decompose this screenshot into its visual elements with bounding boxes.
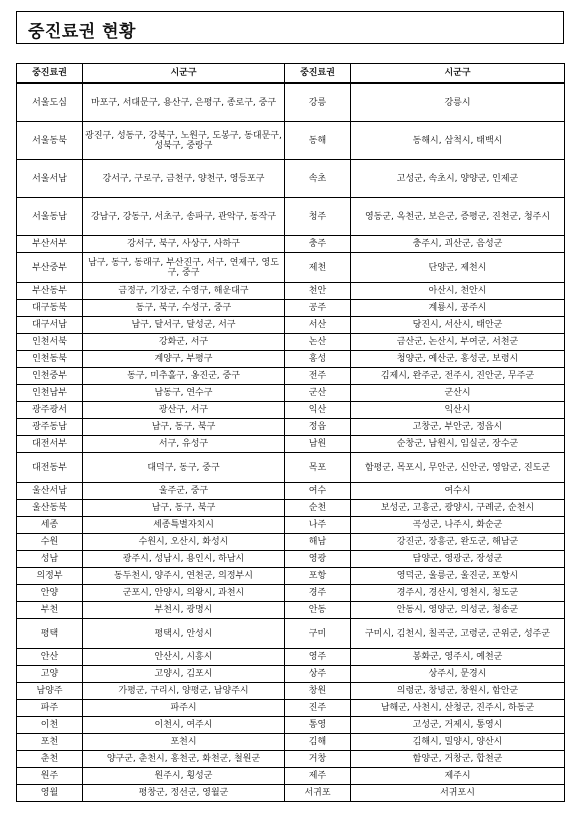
cell-districts-left: 강서구, 북구, 사상구, 사하구 [83, 236, 285, 253]
cell-districts-right: 고성군, 속초시, 양양군, 인제군 [351, 160, 565, 198]
cell-districts-right: 영동군, 옥천군, 보은군, 증평군, 진천군, 청주시 [351, 198, 565, 236]
page-title: 중진료권 현황 [28, 22, 136, 42]
cell-districts-right: 순창군, 남원시, 임실군, 장수군 [351, 436, 565, 453]
cell-districts-left: 군포시, 안양시, 의왕시, 과천시 [83, 585, 285, 602]
cell-region-right: 진주 [285, 700, 351, 717]
cell-districts-left: 원주시, 횡성군 [83, 768, 285, 785]
table-row [17, 453, 565, 483]
title-box [16, 11, 564, 44]
cell-region-left: 서울동남 [17, 198, 83, 236]
cell-districts-right: 아산시, 천안시 [351, 283, 565, 300]
cell-districts-right: 경주시, 경산시, 영천시, 청도군 [351, 585, 565, 602]
table-row [17, 649, 565, 666]
table-row [17, 517, 565, 534]
cell-region-left: 춘천 [17, 751, 83, 768]
cell-region-left: 부산중부 [17, 253, 83, 283]
cell-districts-left: 마포구, 서대문구, 용산구, 은평구, 종로구, 중구 [83, 83, 285, 122]
cell-region-right: 김해 [285, 734, 351, 751]
cell-districts-right: 강진군, 장흥군, 완도군, 해남군 [351, 534, 565, 551]
cell-districts-right: 서귀포시 [351, 785, 565, 802]
cell-districts-right: 군산시 [351, 385, 565, 402]
cell-districts-right: 당진시, 서산시, 태안군 [351, 317, 565, 334]
cell-districts-right: 남해군, 사천시, 산청군, 진주시, 하동군 [351, 700, 565, 717]
cell-districts-left: 수원시, 오산시, 화성시 [83, 534, 285, 551]
cell-region-left: 인천남부 [17, 385, 83, 402]
region-table [16, 63, 565, 802]
cell-districts-right: 김해시, 밀양시, 양산시 [351, 734, 565, 751]
cell-districts-left: 세종특별자치시 [83, 517, 285, 534]
cell-districts-right: 익산시 [351, 402, 565, 419]
cell-region-right: 서산 [285, 317, 351, 334]
cell-region-right: 제주 [285, 768, 351, 785]
cell-districts-left: 고양시, 김포시 [83, 666, 285, 683]
cell-region-left: 원주 [17, 768, 83, 785]
table-row [17, 785, 565, 802]
header-district-right: 시군구 [351, 64, 565, 84]
cell-districts-left: 남구, 달서구, 달성군, 서구 [83, 317, 285, 334]
cell-districts-left: 남동구, 연수구 [83, 385, 285, 402]
table-row [17, 283, 565, 300]
header-row [17, 64, 565, 84]
cell-districts-left: 포천시 [83, 734, 285, 751]
table-row [17, 436, 565, 453]
table-row [17, 568, 565, 585]
table-row [17, 351, 565, 368]
cell-region-right: 영주 [285, 649, 351, 666]
table-row [17, 334, 565, 351]
table-row [17, 751, 565, 768]
cell-districts-left: 광주시, 성남시, 용인시, 하남시 [83, 551, 285, 568]
cell-districts-left: 서구, 유성구 [83, 436, 285, 453]
cell-region-right: 통영 [285, 717, 351, 734]
cell-region-right: 나주 [285, 517, 351, 534]
cell-districts-left: 동구, 북구, 수성구, 중구 [83, 300, 285, 317]
cell-districts-right: 봉화군, 영주시, 예천군 [351, 649, 565, 666]
cell-region-left: 남양주 [17, 683, 83, 700]
cell-region-right: 천안 [285, 283, 351, 300]
cell-districts-left: 계양구, 부평구 [83, 351, 285, 368]
cell-region-right: 홍성 [285, 351, 351, 368]
cell-districts-left: 안산시, 시흥시 [83, 649, 285, 666]
table-row [17, 385, 565, 402]
table-row [17, 585, 565, 602]
cell-districts-right: 함양군, 거창군, 합천군 [351, 751, 565, 768]
cell-region-left: 울산서남 [17, 483, 83, 500]
cell-districts-left: 파주시 [83, 700, 285, 717]
cell-region-left: 안산 [17, 649, 83, 666]
cell-region-right: 영광 [285, 551, 351, 568]
cell-region-right: 속초 [285, 160, 351, 198]
cell-districts-left: 울주군, 중구 [83, 483, 285, 500]
cell-region-left: 울산동북 [17, 500, 83, 517]
cell-districts-right: 청양군, 예산군, 홍성군, 보령시 [351, 351, 565, 368]
cell-region-right: 군산 [285, 385, 351, 402]
cell-districts-right: 상주시, 문경시 [351, 666, 565, 683]
table-row [17, 483, 565, 500]
cell-districts-left: 이천시, 여주시 [83, 717, 285, 734]
cell-districts-left: 동두천시, 양주시, 연천군, 의정부시 [83, 568, 285, 585]
cell-districts-left: 부천시, 광명시 [83, 602, 285, 619]
table-row [17, 419, 565, 436]
cell-region-left: 서울서남 [17, 160, 83, 198]
cell-region-right: 충주 [285, 236, 351, 253]
table-row [17, 402, 565, 419]
cell-region-left: 이천 [17, 717, 83, 734]
cell-districts-left: 강화군, 서구 [83, 334, 285, 351]
table-row [17, 734, 565, 751]
cell-region-left: 부산서부 [17, 236, 83, 253]
cell-region-right: 제천 [285, 253, 351, 283]
cell-region-left: 세종 [17, 517, 83, 534]
cell-districts-left: 광진구, 성동구, 강북구, 노원구, 도봉구, 동대문구, 성북구, 중랑구 [83, 122, 285, 160]
table-row [17, 160, 565, 198]
cell-region-left: 광주동남 [17, 419, 83, 436]
table-row [17, 717, 565, 734]
cell-region-left: 대구동북 [17, 300, 83, 317]
cell-districts-right: 제주시 [351, 768, 565, 785]
cell-region-left: 인천중부 [17, 368, 83, 385]
cell-districts-right: 의령군, 창녕군, 창원시, 함안군 [351, 683, 565, 700]
cell-districts-left: 남구, 동구, 북구 [83, 500, 285, 517]
cell-region-left: 대전동부 [17, 453, 83, 483]
table-row [17, 198, 565, 236]
cell-region-left: 영월 [17, 785, 83, 802]
table-row [17, 368, 565, 385]
cell-region-left: 수원 [17, 534, 83, 551]
cell-region-right: 동해 [285, 122, 351, 160]
table-row [17, 534, 565, 551]
cell-districts-right: 고성군, 거제시, 통영시 [351, 717, 565, 734]
cell-region-right: 상주 [285, 666, 351, 683]
table-row [17, 236, 565, 253]
cell-districts-right: 담양군, 영광군, 장성군 [351, 551, 565, 568]
cell-districts-right: 안동시, 영양군, 의성군, 청송군 [351, 602, 565, 619]
header-region-right: 중진료권 [285, 64, 351, 84]
cell-districts-right: 보성군, 고흥군, 광양시, 구례군, 순천시 [351, 500, 565, 517]
cell-region-left: 광주광서 [17, 402, 83, 419]
cell-districts-right: 여수시 [351, 483, 565, 500]
cell-region-right: 창원 [285, 683, 351, 700]
cell-districts-left: 광산구, 서구 [83, 402, 285, 419]
table-row [17, 317, 565, 334]
cell-region-left: 대구서남 [17, 317, 83, 334]
cell-region-right: 순천 [285, 500, 351, 517]
cell-region-right: 익산 [285, 402, 351, 419]
cell-districts-left: 남구, 동구, 동래구, 부산진구, 서구, 연제구, 영도구, 중구 [83, 253, 285, 283]
table-row [17, 666, 565, 683]
cell-region-right: 청주 [285, 198, 351, 236]
table-row [17, 122, 565, 160]
cell-districts-left: 금정구, 기장군, 수영구, 해운대구 [83, 283, 285, 300]
cell-region-right: 전주 [285, 368, 351, 385]
cell-region-right: 해남 [285, 534, 351, 551]
table-row [17, 253, 565, 283]
cell-region-left: 성남 [17, 551, 83, 568]
cell-region-left: 인천동북 [17, 351, 83, 368]
table-row [17, 768, 565, 785]
cell-districts-left: 대덕구, 동구, 중구 [83, 453, 285, 483]
cell-districts-left: 평택시, 안성시 [83, 619, 285, 649]
cell-region-left: 평택 [17, 619, 83, 649]
cell-region-right: 구미 [285, 619, 351, 649]
cell-districts-left: 강서구, 구로구, 금천구, 양천구, 영등포구 [83, 160, 285, 198]
table-row [17, 683, 565, 700]
cell-region-left: 인천서북 [17, 334, 83, 351]
cell-region-right: 논산 [285, 334, 351, 351]
cell-districts-right: 동해시, 삼척시, 태백시 [351, 122, 565, 160]
table-row [17, 83, 565, 122]
cell-districts-right: 고창군, 부안군, 정읍시 [351, 419, 565, 436]
cell-region-left: 부천 [17, 602, 83, 619]
table-row [17, 551, 565, 568]
cell-region-right: 남원 [285, 436, 351, 453]
cell-region-right: 정읍 [285, 419, 351, 436]
cell-region-right: 경주 [285, 585, 351, 602]
cell-region-left: 의정부 [17, 568, 83, 585]
cell-districts-right: 구미시, 김천시, 칠곡군, 고령군, 군위군, 성주군 [351, 619, 565, 649]
cell-districts-right: 충주시, 괴산군, 음성군 [351, 236, 565, 253]
cell-region-left: 서울동북 [17, 122, 83, 160]
cell-districts-left: 평창군, 정선군, 영월군 [83, 785, 285, 802]
cell-region-right: 포항 [285, 568, 351, 585]
cell-region-right: 공주 [285, 300, 351, 317]
cell-region-right: 목포 [285, 453, 351, 483]
cell-region-left: 서울도심 [17, 83, 83, 122]
table-row [17, 619, 565, 649]
cell-districts-left: 가평군, 구리시, 양평군, 남양주시 [83, 683, 285, 700]
table-row [17, 700, 565, 717]
cell-districts-left: 양구군, 춘천시, 홍천군, 화천군, 철원군 [83, 751, 285, 768]
header-region-left: 중진료권 [17, 64, 83, 84]
cell-region-right: 안동 [285, 602, 351, 619]
cell-region-right: 여수 [285, 483, 351, 500]
table-row [17, 500, 565, 517]
cell-region-left: 대전서부 [17, 436, 83, 453]
cell-districts-right: 강릉시 [351, 83, 565, 122]
cell-districts-right: 함평군, 목포시, 무안군, 신안군, 영암군, 진도군 [351, 453, 565, 483]
cell-region-right: 서귀포 [285, 785, 351, 802]
cell-region-left: 안양 [17, 585, 83, 602]
cell-districts-right: 단양군, 제천시 [351, 253, 565, 283]
cell-districts-left: 남구, 동구, 북구 [83, 419, 285, 436]
cell-districts-right: 계룡시, 공주시 [351, 300, 565, 317]
cell-region-left: 부산동부 [17, 283, 83, 300]
table-row [17, 602, 565, 619]
cell-region-right: 거창 [285, 751, 351, 768]
cell-region-left: 파주 [17, 700, 83, 717]
table-row [17, 300, 565, 317]
cell-region-right: 강릉 [285, 83, 351, 122]
cell-districts-left: 강남구, 강동구, 서초구, 송파구, 관악구, 동작구 [83, 198, 285, 236]
cell-districts-right: 김제시, 완주군, 전주시, 진안군, 무주군 [351, 368, 565, 385]
cell-region-left: 포천 [17, 734, 83, 751]
cell-districts-right: 영덕군, 울릉군, 울진군, 포항시 [351, 568, 565, 585]
cell-districts-left: 동구, 미추홀구, 옹진군, 중구 [83, 368, 285, 385]
cell-districts-right: 금산군, 논산시, 부여군, 서천군 [351, 334, 565, 351]
header-district-left: 시군구 [83, 64, 285, 84]
cell-districts-right: 곡성군, 나주시, 화순군 [351, 517, 565, 534]
cell-region-left: 고양 [17, 666, 83, 683]
